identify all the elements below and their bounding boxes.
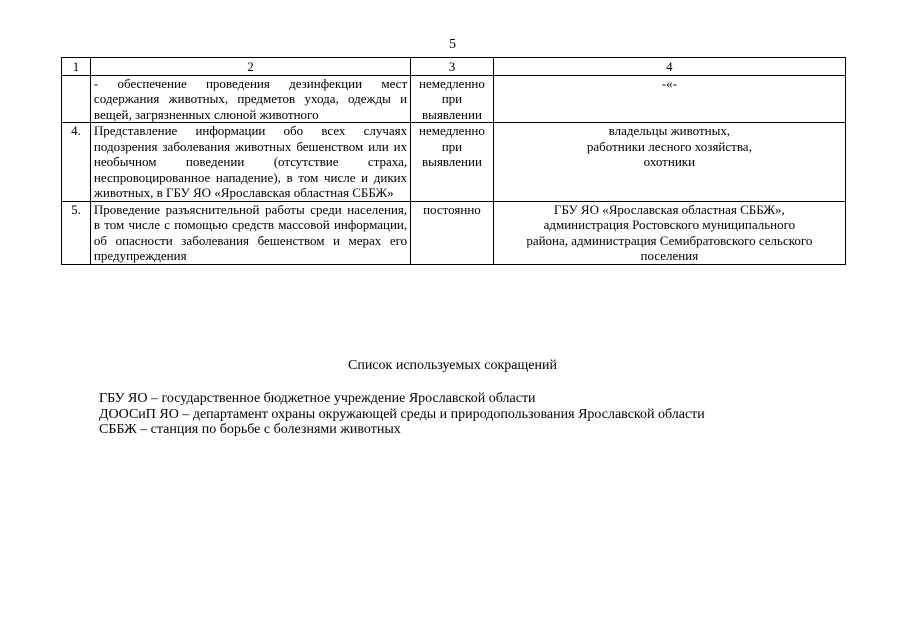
timing-line: немедленно xyxy=(419,75,485,91)
responsible-line: владельцы животных, xyxy=(608,123,731,138)
header-col-3: 3 xyxy=(411,58,494,76)
table-row xyxy=(62,123,846,202)
responsible-line: охотники xyxy=(643,154,696,169)
table-row xyxy=(62,201,846,264)
row-number: 4. xyxy=(62,123,91,202)
abbreviations-list xyxy=(99,391,705,438)
header-col-1: 1 xyxy=(62,58,91,76)
row-number xyxy=(62,75,91,123)
row-number: 5. xyxy=(62,201,91,264)
responsible-line: поселения xyxy=(640,248,699,263)
measure-text: Представление информации обо всех случаях подозрения заболевания животных бешенством или их необычном поведении (отсутствие страха, неспровоцированное нападение), в том числе и диких животных, в ГБУ ЯО «Ярославская областная СББЖ» xyxy=(90,123,410,202)
abbreviation-item: ГБУ ЯО – государственное бюджетное учреждение Ярославской области xyxy=(99,391,536,406)
abbreviation-item: СББЖ – станция по борьбе с болезнями животных xyxy=(99,422,401,437)
responsible-cell xyxy=(493,201,845,264)
timing-line: постоянно xyxy=(423,201,481,217)
responsible-line: -«- xyxy=(661,75,677,91)
abbreviation-item: ДООСиП ЯО – департамент охраны окружающей среды и природопользования Ярославской области xyxy=(99,406,705,422)
timing-cell xyxy=(411,75,494,123)
measure-text: Проведение разъяснительной работы среди населения, в том числе с помощью средств массовой информации, об опасности заболевания бешенством и мерах его предупреждения xyxy=(90,201,410,264)
measure-text: - обеспечение проведения дезинфекции мест содержания животных, предметов ухода, одежды и вещей, загрязненных слюной животного xyxy=(90,75,410,123)
timing-line: немедленно xyxy=(419,123,485,138)
timing-line: выявлении xyxy=(421,106,482,122)
timing-cell xyxy=(411,123,494,202)
responsible-cell xyxy=(493,123,845,202)
responsible-cell xyxy=(493,75,845,123)
header-col-4: 4 xyxy=(493,58,845,76)
timing-line: при xyxy=(441,91,463,106)
responsible-line: работники лесного хозяйства, xyxy=(586,138,752,154)
responsible-line: района, администрация Семибратовского сельского xyxy=(526,232,813,248)
responsible-line: администрация Ростовского муниципального xyxy=(543,217,796,232)
timing-line: при xyxy=(441,138,463,154)
table-header-row xyxy=(62,58,846,76)
timing-cell xyxy=(411,201,494,264)
table-row xyxy=(62,75,846,123)
header-col-2: 2 xyxy=(90,58,410,76)
page-number: 5 xyxy=(449,37,456,52)
measures-table xyxy=(61,57,846,265)
abbreviations-heading: Список используемых сокращений xyxy=(348,358,557,373)
responsible-line: ГБУ ЯО «Ярославская областная СББЖ», xyxy=(553,201,785,217)
timing-line: выявлении xyxy=(421,154,482,169)
